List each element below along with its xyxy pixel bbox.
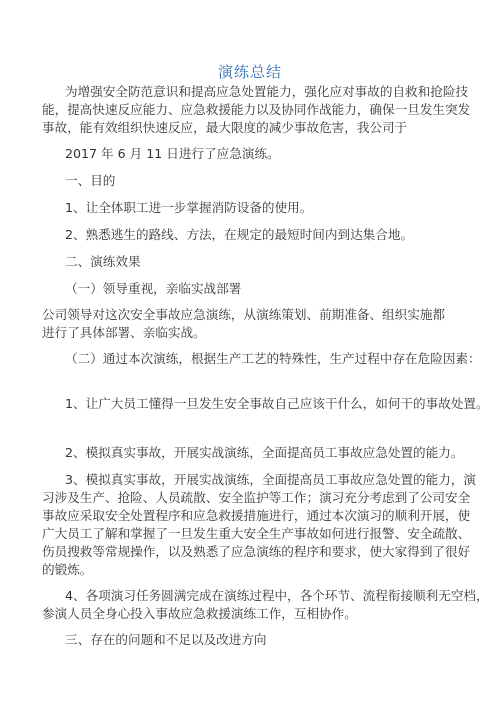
paragraph-line: 事故应采取安全处置程序和应急救援措施进行，通过本次演习的顺利开展，使: [42, 508, 471, 523]
section-heading: 二、演练效果: [65, 254, 141, 269]
paragraph-line: 习涉及生产、抢险、人员疏散、安全监护等工作；演习充分考虑到了公司安全: [42, 490, 471, 505]
subsection-heading: （二）通过本次演练，根据生产工艺的特殊性，生产过程中存在危险因素：: [65, 351, 481, 366]
paragraph-line: 2017 年 6 月 11 日进行了应急演练。: [65, 146, 280, 161]
list-item: 2、熟悉逃生的路线、方法，在规定的最短时间内到达集合地。: [65, 227, 414, 242]
paragraph-line: 为增强安全防范意识和提高应急处置能力，强化应对事故的自救和抢险技: [65, 84, 468, 99]
subsection-heading: （一）领导重视，亲临实战部署: [65, 281, 242, 296]
document-title: 演练总结: [217, 63, 282, 81]
paragraph-line: 伤员搜救等常规操作，以及熟悉了应急演练的程序和要求，使大家得到了很好: [42, 544, 471, 559]
list-item: 1、让全体职工进一步掌握消防设备的使用。: [65, 200, 313, 215]
paragraph-line: 广大员工了解和掌握了一旦发生重大安全生产事故如何进行报警、安全疏散、: [42, 526, 471, 541]
paragraph-line: 的锻炼。: [42, 562, 93, 577]
paragraph-line: 能，提高快速反应能力、应急救援能力以及协同作战能力，确保一旦发生突发: [42, 102, 471, 117]
paragraph-line: 进行了具体部署、亲临实战。: [42, 325, 206, 340]
section-heading: 一、目的: [65, 173, 116, 188]
paragraph-line: 事故，能有效组织快速反应，最大限度的减少事故危害，我公司于: [42, 120, 408, 135]
list-item: 4、各项演习任务圆满完成在演练过程中，各个环节、流程衔接顺利无空档，: [65, 588, 489, 603]
paragraph-line: 公司领导对这次安全事故应急演练，从演练策划、前期准备、组织实施都: [42, 307, 445, 322]
list-item: 3、模拟真实事故，开展实战演练，全面提高员工事故应急处置的能力，演: [65, 472, 477, 487]
list-item: 2、模拟真实事故，开展实战演练，全面提高员工事故应急处置的能力。: [65, 445, 464, 460]
paragraph-line: 参演人员全身心投入事故应急救援演练工作，互相协作。: [42, 606, 357, 621]
section-heading: 三、存在的问题和不足以及改进方向: [65, 632, 267, 647]
list-item: 1、让广大员工懂得一旦发生安全事故自己应该干什么，如何干的事故处置。: [65, 396, 489, 411]
